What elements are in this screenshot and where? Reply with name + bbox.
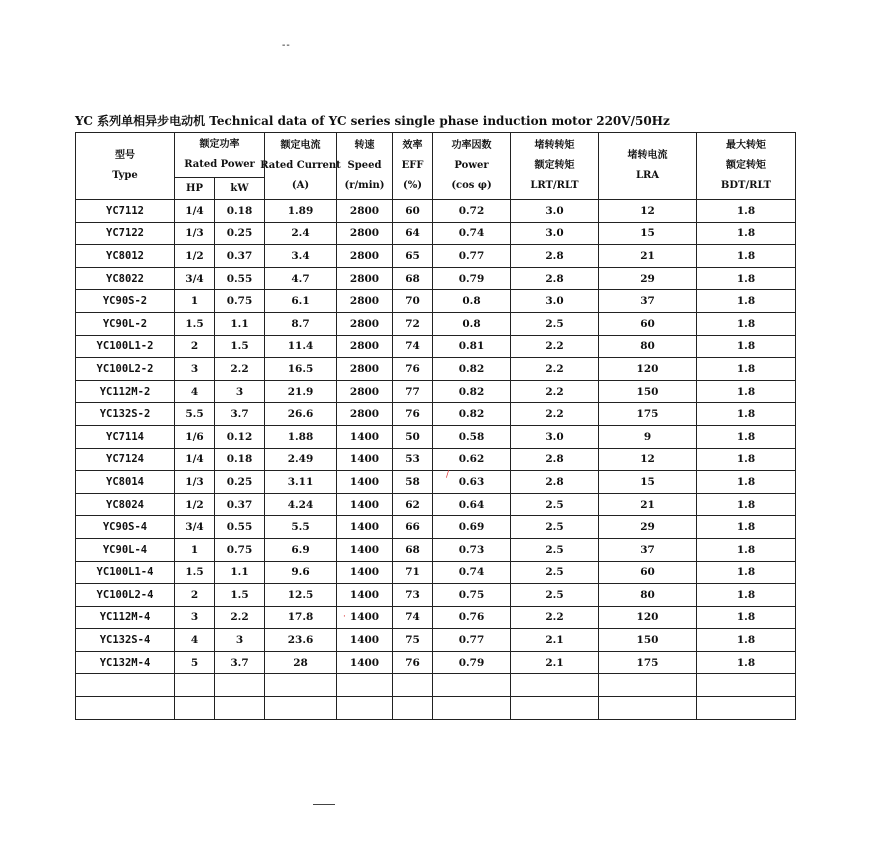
header-rated-power: 额定功率 Rated Power xyxy=(175,133,265,178)
cell-speed: 2800 xyxy=(337,403,393,426)
header-power-factor: 功率因数 Power (cos φ) xyxy=(433,133,511,200)
table-row xyxy=(76,335,796,358)
cell-lra: 9 xyxy=(599,425,697,448)
cell-hp: 1/4 xyxy=(175,448,215,471)
table-row xyxy=(76,312,796,335)
cell-kw: 3.7 xyxy=(215,651,265,674)
cell-eff: 53 xyxy=(393,448,433,471)
table-row xyxy=(76,493,796,516)
cell-bdt: 1.8 xyxy=(697,561,796,584)
cell-lra: 29 xyxy=(599,267,697,290)
cell-eff: 73 xyxy=(393,584,433,607)
cell-hp: 3/4 xyxy=(175,267,215,290)
motor-spec-table xyxy=(75,132,796,720)
cell-kw: 0.18 xyxy=(215,200,265,223)
cell-lra: 37 xyxy=(599,538,697,561)
cell-power-factor: 0.64 xyxy=(433,493,511,516)
cell-type xyxy=(76,674,175,697)
cell-eff: 74 xyxy=(393,335,433,358)
cell-lrt: 2.2 xyxy=(511,403,599,426)
cell-kw: 3.7 xyxy=(215,403,265,426)
cell-lra: 150 xyxy=(599,380,697,403)
cell-kw: 0.37 xyxy=(215,245,265,268)
cell-power-factor: 0.8 xyxy=(433,312,511,335)
cell-eff xyxy=(393,674,433,697)
table-row xyxy=(76,516,796,539)
cell-current: 1.88 xyxy=(265,425,337,448)
cell-lra: 175 xyxy=(599,651,697,674)
cell-current: 8.7 xyxy=(265,312,337,335)
cell-power-factor: 0.73 xyxy=(433,538,511,561)
cell-speed: 2800 xyxy=(337,290,393,313)
cell-bdt: 1.8 xyxy=(697,358,796,381)
cell-eff: 50 xyxy=(393,425,433,448)
cell-power-factor: 0.72 xyxy=(433,200,511,223)
cell-kw: 0.75 xyxy=(215,290,265,313)
cell-bdt: 1.8 xyxy=(697,584,796,607)
cell-eff: 68 xyxy=(393,538,433,561)
cell-current: 1.89 xyxy=(265,200,337,223)
cell-lrt: 2.8 xyxy=(511,245,599,268)
cell-hp xyxy=(175,697,215,720)
cell-power-factor: 0.8 xyxy=(433,290,511,313)
cell-kw: 0.25 xyxy=(215,222,265,245)
cell-hp: 3 xyxy=(175,358,215,381)
cell-speed: 2800 xyxy=(337,335,393,358)
cell-lrt: 2.5 xyxy=(511,584,599,607)
cell-bdt: 1.8 xyxy=(697,538,796,561)
cell-lra: 12 xyxy=(599,200,697,223)
cell-eff: 70 xyxy=(393,290,433,313)
cell-eff: 74 xyxy=(393,606,433,629)
cell-bdt: 1.8 xyxy=(697,200,796,223)
cell-lra: 120 xyxy=(599,606,697,629)
cell-current: 6.9 xyxy=(265,538,337,561)
document-title: YC 系列单相异步电动机 Technical data of YC series single phase induction motor 220V/50Hz xyxy=(75,114,670,128)
cell-current xyxy=(265,674,337,697)
cell-current: 6.1 xyxy=(265,290,337,313)
cell-type: YC100L1-2 xyxy=(76,335,175,358)
cell-lra: 15 xyxy=(599,471,697,494)
cell-type: YC100L2-2 xyxy=(76,358,175,381)
cell-current xyxy=(265,697,337,720)
red-dot-mark: · xyxy=(343,612,346,622)
cell-hp: 1.5 xyxy=(175,561,215,584)
table-row xyxy=(76,380,796,403)
cell-speed xyxy=(337,697,393,720)
cell-lrt: 2.1 xyxy=(511,629,599,652)
cell-bdt: 1.8 xyxy=(697,516,796,539)
cell-type: YC7124 xyxy=(76,448,175,471)
cell-lrt: 3.0 xyxy=(511,222,599,245)
cell-power-factor: 0.58 xyxy=(433,425,511,448)
cell-lra: 12 xyxy=(599,448,697,471)
cell-bdt: 1.8 xyxy=(697,312,796,335)
cell-lrt: 2.2 xyxy=(511,380,599,403)
cell-speed: 1400 xyxy=(337,425,393,448)
table-row xyxy=(76,290,796,313)
cell-kw: 0.12 xyxy=(215,425,265,448)
table-row xyxy=(76,584,796,607)
cell-eff xyxy=(393,697,433,720)
cell-power-factor: 0.69 xyxy=(433,516,511,539)
cell-bdt xyxy=(697,674,796,697)
cell-lrt: 2.1 xyxy=(511,651,599,674)
cell-kw: 0.18 xyxy=(215,448,265,471)
cell-speed: 2800 xyxy=(337,267,393,290)
cell-hp: 1/3 xyxy=(175,222,215,245)
cell-current: 2.4 xyxy=(265,222,337,245)
cell-kw: 0.75 xyxy=(215,538,265,561)
cell-lra: 150 xyxy=(599,629,697,652)
cell-speed: 2800 xyxy=(337,312,393,335)
cell-power-factor xyxy=(433,674,511,697)
cell-lrt: 2.5 xyxy=(511,538,599,561)
cell-type: YC8014 xyxy=(76,471,175,494)
cell-eff: 71 xyxy=(393,561,433,584)
cell-kw: 0.37 xyxy=(215,493,265,516)
cell-bdt: 1.8 xyxy=(697,448,796,471)
table-row xyxy=(76,538,796,561)
cell-type: YC8022 xyxy=(76,267,175,290)
cell-eff: 75 xyxy=(393,629,433,652)
top-dash-mark: -- xyxy=(282,40,291,51)
cell-eff: 76 xyxy=(393,358,433,381)
cell-bdt: 1.8 xyxy=(697,245,796,268)
cell-speed: 1400 xyxy=(337,584,393,607)
cell-speed: 1400 xyxy=(337,538,393,561)
cell-current: 16.5 xyxy=(265,358,337,381)
cell-hp: 1/3 xyxy=(175,471,215,494)
cell-type: YC132M-4 xyxy=(76,651,175,674)
cell-bdt: 1.8 xyxy=(697,267,796,290)
cell-lrt: 2.8 xyxy=(511,448,599,471)
cell-lrt: 3.0 xyxy=(511,200,599,223)
cell-speed: 1400 xyxy=(337,448,393,471)
cell-current: 9.6 xyxy=(265,561,337,584)
cell-bdt: 1.8 xyxy=(697,222,796,245)
table-row xyxy=(76,697,796,720)
cell-lrt: 3.0 xyxy=(511,290,599,313)
cell-speed: 1400 xyxy=(337,561,393,584)
cell-current: 4.24 xyxy=(265,493,337,516)
table-row xyxy=(76,200,796,223)
cell-current: 17.8 xyxy=(265,606,337,629)
cell-bdt: 1.8 xyxy=(697,471,796,494)
cell-power-factor: 0.79 xyxy=(433,651,511,674)
cell-lra: 120 xyxy=(599,358,697,381)
cell-hp: 3/4 xyxy=(175,516,215,539)
cell-hp: 1/2 xyxy=(175,245,215,268)
table-body xyxy=(76,200,796,720)
cell-lra: 175 xyxy=(599,403,697,426)
cell-type: YC112M-2 xyxy=(76,380,175,403)
header-lra: 堵转电流 LRA xyxy=(599,133,697,200)
cell-lra: 21 xyxy=(599,245,697,268)
bottom-dash-mark xyxy=(313,804,335,805)
cell-current: 12.5 xyxy=(265,584,337,607)
cell-type: YC90S-2 xyxy=(76,290,175,313)
header-kw: kW xyxy=(215,178,265,200)
cell-lrt: 2.5 xyxy=(511,493,599,516)
cell-type: YC132S-4 xyxy=(76,629,175,652)
cell-kw: 0.25 xyxy=(215,471,265,494)
cell-speed: 1400 xyxy=(337,606,393,629)
cell-hp: 3 xyxy=(175,606,215,629)
cell-power-factor: 0.74 xyxy=(433,222,511,245)
cell-hp: 1 xyxy=(175,290,215,313)
cell-power-factor: 0.79 xyxy=(433,267,511,290)
cell-type: YC90L-4 xyxy=(76,538,175,561)
cell-lra: 15 xyxy=(599,222,697,245)
cell-speed: 1400 xyxy=(337,493,393,516)
cell-speed xyxy=(337,674,393,697)
cell-speed: 1400 xyxy=(337,651,393,674)
cell-hp: 5 xyxy=(175,651,215,674)
cell-lrt: 2.5 xyxy=(511,516,599,539)
cell-lra: 29 xyxy=(599,516,697,539)
cell-type: YC112M-4 xyxy=(76,606,175,629)
cell-bdt: 1.8 xyxy=(697,606,796,629)
cell-bdt: 1.8 xyxy=(697,425,796,448)
cell-speed: 2800 xyxy=(337,245,393,268)
cell-kw: 1.1 xyxy=(215,561,265,584)
cell-kw: 2.2 xyxy=(215,358,265,381)
cell-power-factor xyxy=(433,697,511,720)
cell-type: YC7114 xyxy=(76,425,175,448)
cell-current: 3.11 xyxy=(265,471,337,494)
cell-lrt xyxy=(511,674,599,697)
cell-kw xyxy=(215,697,265,720)
cell-power-factor: 0.81 xyxy=(433,335,511,358)
cell-power-factor: 0.82 xyxy=(433,380,511,403)
cell-lrt: 2.2 xyxy=(511,358,599,381)
cell-eff: 77 xyxy=(393,380,433,403)
cell-type: YC7112 xyxy=(76,200,175,223)
cell-bdt: 1.8 xyxy=(697,629,796,652)
cell-bdt: 1.8 xyxy=(697,403,796,426)
cell-speed: 2800 xyxy=(337,380,393,403)
cell-power-factor: 0.82 xyxy=(433,403,511,426)
cell-lrt xyxy=(511,697,599,720)
cell-current: 2.49 xyxy=(265,448,337,471)
cell-current: 4.7 xyxy=(265,267,337,290)
cell-hp: 1/4 xyxy=(175,200,215,223)
cell-current: 5.5 xyxy=(265,516,337,539)
cell-current: 26.6 xyxy=(265,403,337,426)
cell-lra: 60 xyxy=(599,561,697,584)
cell-eff: 66 xyxy=(393,516,433,539)
cell-eff: 62 xyxy=(393,493,433,516)
cell-type: YC100L1-4 xyxy=(76,561,175,584)
cell-lra: 80 xyxy=(599,584,697,607)
table-row xyxy=(76,651,796,674)
cell-hp: 2 xyxy=(175,335,215,358)
cell-eff: 60 xyxy=(393,200,433,223)
red-tick-mark: / xyxy=(446,470,450,480)
cell-power-factor: 0.75 xyxy=(433,584,511,607)
cell-kw: 3 xyxy=(215,629,265,652)
cell-current: 21.9 xyxy=(265,380,337,403)
cell-speed: 2800 xyxy=(337,358,393,381)
cell-hp xyxy=(175,674,215,697)
cell-kw: 3 xyxy=(215,380,265,403)
cell-type: YC8024 xyxy=(76,493,175,516)
header-speed: 转速 Speed (r/min) xyxy=(337,133,393,200)
table-row xyxy=(76,674,796,697)
cell-hp: 4 xyxy=(175,629,215,652)
table-row xyxy=(76,245,796,268)
table-row xyxy=(76,606,796,629)
cell-power-factor: 0.63 xyxy=(433,471,511,494)
table-row xyxy=(76,267,796,290)
cell-kw: 1.5 xyxy=(215,335,265,358)
table-row xyxy=(76,561,796,584)
cell-current: 3.4 xyxy=(265,245,337,268)
cell-power-factor: 0.62 xyxy=(433,448,511,471)
cell-bdt xyxy=(697,697,796,720)
cell-bdt: 1.8 xyxy=(697,335,796,358)
cell-lrt: 2.2 xyxy=(511,606,599,629)
cell-type: YC100L2-4 xyxy=(76,584,175,607)
cell-type: YC132S-2 xyxy=(76,403,175,426)
cell-current: 28 xyxy=(265,651,337,674)
cell-lrt: 2.8 xyxy=(511,471,599,494)
cell-bdt: 1.8 xyxy=(697,380,796,403)
cell-hp: 4 xyxy=(175,380,215,403)
cell-lrt: 3.0 xyxy=(511,425,599,448)
cell-lrt: 2.5 xyxy=(511,312,599,335)
cell-eff: 76 xyxy=(393,651,433,674)
cell-lrt: 2.2 xyxy=(511,335,599,358)
cell-speed: 1400 xyxy=(337,629,393,652)
cell-eff: 68 xyxy=(393,267,433,290)
cell-type: YC90L-2 xyxy=(76,312,175,335)
cell-lra xyxy=(599,674,697,697)
header-bdt: 最大转矩 额定转矩 BDT/RLT xyxy=(697,133,796,200)
cell-bdt: 1.8 xyxy=(697,651,796,674)
cell-type: YC8012 xyxy=(76,245,175,268)
table-row xyxy=(76,425,796,448)
cell-kw: 0.55 xyxy=(215,267,265,290)
cell-kw xyxy=(215,674,265,697)
cell-speed: 1400 xyxy=(337,516,393,539)
cell-hp: 1 xyxy=(175,538,215,561)
cell-eff: 58 xyxy=(393,471,433,494)
table-row xyxy=(76,629,796,652)
cell-lra xyxy=(599,697,697,720)
cell-bdt: 1.8 xyxy=(697,290,796,313)
cell-lra: 60 xyxy=(599,312,697,335)
cell-hp: 1/6 xyxy=(175,425,215,448)
table-row xyxy=(76,222,796,245)
cell-current: 23.6 xyxy=(265,629,337,652)
cell-eff: 64 xyxy=(393,222,433,245)
cell-kw: 0.55 xyxy=(215,516,265,539)
cell-speed: 2800 xyxy=(337,200,393,223)
cell-hp: 5.5 xyxy=(175,403,215,426)
cell-lra: 37 xyxy=(599,290,697,313)
cell-speed: 2800 xyxy=(337,222,393,245)
cell-kw: 2.2 xyxy=(215,606,265,629)
cell-type: YC90S-4 xyxy=(76,516,175,539)
header-hp: HP xyxy=(175,178,215,200)
table-row xyxy=(76,358,796,381)
cell-eff: 76 xyxy=(393,403,433,426)
cell-bdt: 1.8 xyxy=(697,493,796,516)
cell-eff: 72 xyxy=(393,312,433,335)
cell-eff: 65 xyxy=(393,245,433,268)
cell-hp: 1.5 xyxy=(175,312,215,335)
cell-lra: 80 xyxy=(599,335,697,358)
table-row xyxy=(76,471,796,494)
header-type: 型号 Type xyxy=(76,133,175,200)
cell-kw: 1.5 xyxy=(215,584,265,607)
header-eff: 效率 EFF (%) xyxy=(393,133,433,200)
cell-type: YC7122 xyxy=(76,222,175,245)
header-rated-current: 额定电流 Rated Current (A) xyxy=(265,133,337,200)
cell-lrt: 2.5 xyxy=(511,561,599,584)
cell-hp: 2 xyxy=(175,584,215,607)
table-row xyxy=(76,448,796,471)
cell-type xyxy=(76,697,175,720)
cell-speed: 1400 xyxy=(337,471,393,494)
cell-power-factor: 0.82 xyxy=(433,358,511,381)
cell-kw: 1.1 xyxy=(215,312,265,335)
cell-power-factor: 0.77 xyxy=(433,629,511,652)
cell-power-factor: 0.76 xyxy=(433,606,511,629)
cell-lra: 21 xyxy=(599,493,697,516)
cell-current: 11.4 xyxy=(265,335,337,358)
cell-power-factor: 0.74 xyxy=(433,561,511,584)
header-lrt: 堵转转矩 额定转矩 LRT/RLT xyxy=(511,133,599,200)
cell-hp: 1/2 xyxy=(175,493,215,516)
table-row xyxy=(76,403,796,426)
cell-lrt: 2.8 xyxy=(511,267,599,290)
cell-power-factor: 0.77 xyxy=(433,245,511,268)
